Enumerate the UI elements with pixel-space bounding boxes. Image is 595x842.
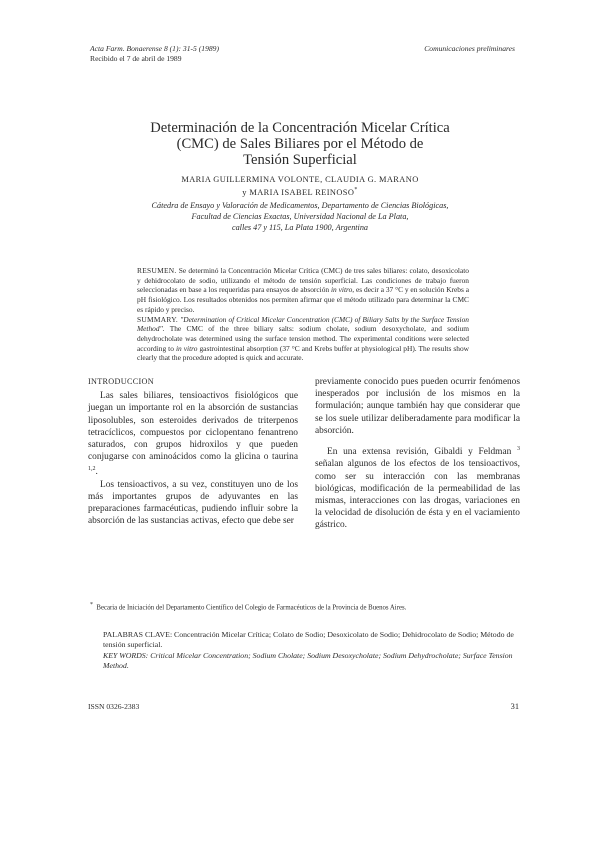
- resumen-text: Se determinó la Concentración Micelar Crítica (CMC) de tres sales biliares: colato, desoxicolato y dehidrocolato de sodio, utilizando el método de tensión superficial. Las condiciones de trabajo fueron seleccionadas en base a los requeridas para ensayos de absorción: [137, 266, 469, 295]
- reference-mark: 3: [517, 446, 520, 453]
- title-line: Determinación de la Concentración Micelar Crítica: [150, 120, 450, 136]
- reference-mark: 1,2: [88, 466, 96, 473]
- body-column-left: [88, 376, 298, 528]
- resumen-paragraph: [137, 266, 469, 315]
- footnote-mark: *: [90, 602, 93, 608]
- author-list: [90, 175, 510, 198]
- body-paragraph: Los tensioactivos, a su vez, constituyen uno de los más importantes grupos de adyuvantes en las preparaciones farmacéuticas, pudiendo influir sobre la absorción de las sustancias activas, efecto que debe ser: [88, 479, 298, 527]
- section-label: Comunicaciones preliminares: [424, 44, 515, 53]
- page-number: 31: [510, 702, 519, 711]
- section-heading: INTRODUCCION: [88, 377, 154, 386]
- paragraph-text: En una extensa revisión, Gibaldi y Feldman: [327, 447, 512, 458]
- abstract: [137, 266, 469, 363]
- journal-citation: Acta Farm. Bonaerense 8 (1): 31-5 (1989): [90, 44, 219, 53]
- summary-text: gastrointestinal absorption (37 °C and Krebs buffer at physiological pH). The results show clearly that the procedure adopted is quick and accurate.: [137, 343, 469, 363]
- running-header: [90, 44, 219, 64]
- title-line: Tensión Superficial: [243, 152, 357, 168]
- footnote: [90, 601, 520, 612]
- paragraph-text: Las sales biliares, tensioactivos fisiológicos que juegan un importante rol en la absorción de sustancias liposolubles, son esteroides derivados de triterpenos tetracíclicos, compuestos por ciclopentano fenantreno saturados, con grupos hidroxilos y que pueden conjugarse con aminoácidos como la glicina o taurina: [88, 391, 298, 463]
- palabras-clave-label: PALABRAS CLAVE:: [103, 630, 173, 639]
- author-footnote-mark: *: [354, 187, 358, 193]
- key-words-text: Critical Micelar Concentration; Sodium Cholate; Sodium Desoxycholate; Sodium Dehydrocholate; Surface Tension Method.: [103, 650, 513, 671]
- paragraph-text: .: [95, 467, 98, 478]
- resumen-text: , es decir a 37 °C y en solución Krebs a pH fisiológico. Los resultados obtenidos nos permiten afirmar que el método utilizado para determinar la CMC es rápido y preciso.: [137, 285, 470, 314]
- summary-paragraph: [137, 315, 469, 364]
- key-words: [103, 651, 521, 672]
- received-date: Recibido el 7 de abril de 1989: [90, 54, 182, 63]
- affiliation: [90, 200, 510, 233]
- body-paragraph: [88, 390, 298, 479]
- title-line: (CMC) de Sales Biliares por el Método de: [176, 136, 424, 152]
- key-words-label: KEY WORDS:: [103, 650, 149, 660]
- summary-label: SUMMARY.: [137, 314, 179, 324]
- summary-title: "Determination of Critical Micelar Concentration (CMC) of Biliary Salts by the Surface Tension Method".: [137, 314, 469, 334]
- body-column-right: [315, 376, 520, 532]
- affiliation-line: Cátedra de Ensayo y Valoración de Medicamentos, Departamento de Ciencias Biológicas,: [151, 201, 449, 210]
- palabras-clave-text: Concentración Micelar Crítica; Colato de Sodio; Desoxicolato de Sodio; Dehidrocolato de Sodio; Método de tensión superficial.: [103, 630, 514, 650]
- body-paragraph: [315, 443, 520, 532]
- keywords-block: [103, 630, 521, 672]
- resumen-label: RESUMEN.: [137, 266, 177, 275]
- palabras-clave: [103, 630, 521, 651]
- paragraph-text: señalan algunos de los efectos de los tensioactivos, como ser su interacción con las membranas biológicas, modificación de la permeabilidad de las mismas, interacciones con las drogas, variaciones en la velocidad de disolución de ésta y en el vaciamiento gástrico.: [315, 459, 520, 531]
- resumen-italic: in vitro: [330, 285, 353, 295]
- authors-line: y MARIA ISABEL REINOSO: [242, 187, 355, 197]
- body-paragraph: previamente conocido pues pueden ocurrir fenómenos inesperados por inclusión de los mismos en la formulación; aunque también hay que considerar que se los suele utilizar deliberadamente para modificar la absorción.: [315, 377, 520, 436]
- summary-italic: in vitro: [175, 343, 198, 353]
- summary-text: The CMC of the three biliary salts: sodium cholate, sodium desoxycholate, and sodium dehydrocholate was determined using the surface tension method. The experimental conditions were selected according to: [137, 324, 469, 353]
- article-title: [90, 120, 510, 168]
- authors-line: MARIA GUILLERMINA VOLONTE, CLAUDIA G. MARANO: [181, 175, 419, 184]
- affiliation-line: Facultad de Ciencias Exactas, Universidad Nacional de La Plata,: [191, 212, 409, 221]
- issn: ISSN 0326-2383: [88, 702, 140, 711]
- affiliation-line: calles 47 y 115, La Plata 1900, Argentina: [231, 223, 369, 232]
- footnote-text: Becaria de Iniciación del Departamento Científico del Colegio de Farmacéuticos de la Provincia de Buenos Aires.: [96, 604, 407, 612]
